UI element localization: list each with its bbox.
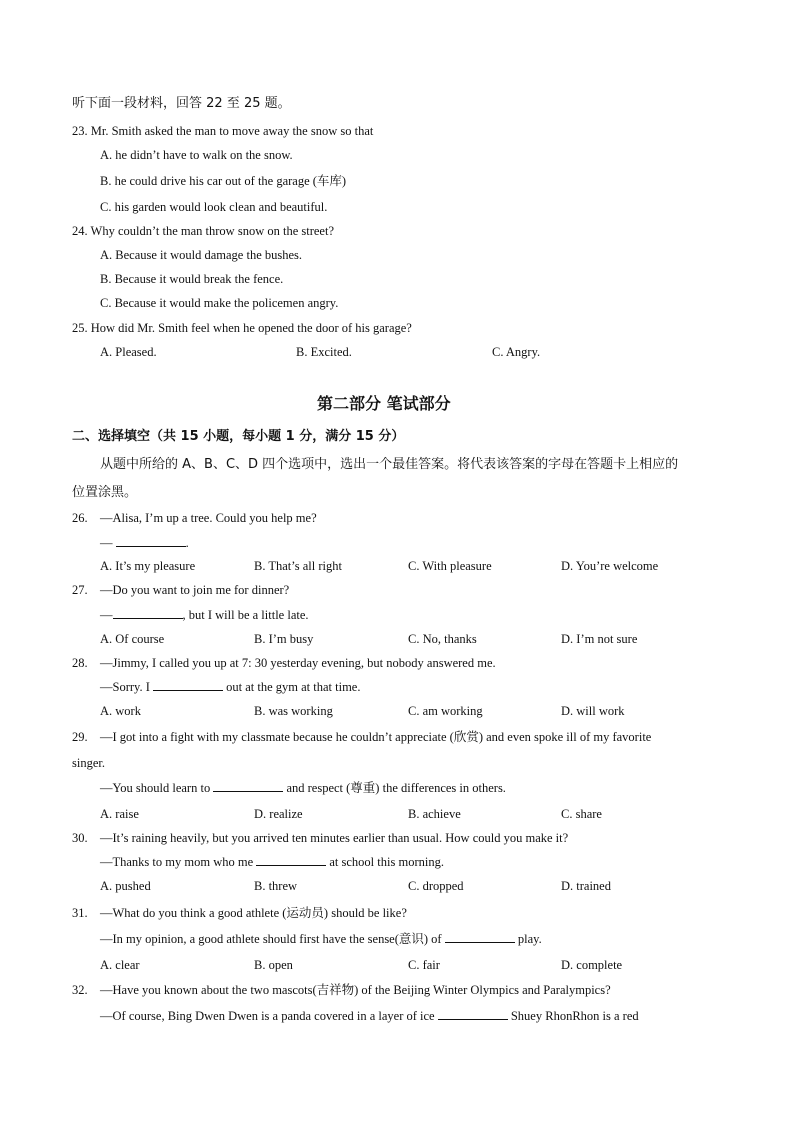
part-two-title: 第二部分 笔试部分 bbox=[317, 394, 451, 413]
line-text: out at the gym at that time. bbox=[223, 680, 361, 694]
question-30-option-b[interactable]: B. threw bbox=[254, 879, 298, 893]
answer-blank[interactable] bbox=[213, 780, 283, 792]
question-30-option-a[interactable]: A. pushed bbox=[100, 879, 151, 893]
question-30-line-1: —It’s raining heavily, but you arrived ten minutes earlier than usual. How could you make it? bbox=[100, 831, 569, 845]
listening-intro: 听下面一段材料，回答 22 至 25 题。 bbox=[72, 96, 291, 111]
question-26-option-a[interactable]: A. It’s my pleasure bbox=[100, 559, 196, 573]
question-24-option-a[interactable]: A. Because it would damage the bushes. bbox=[100, 248, 303, 262]
question-27-line-1: —Do you want to join me for dinner? bbox=[100, 583, 290, 597]
question-number: 31. bbox=[72, 906, 88, 920]
question-29-option-1[interactable]: A. raise bbox=[100, 807, 139, 821]
question-31-option-d[interactable]: D. complete bbox=[561, 958, 623, 972]
dash: — bbox=[100, 536, 113, 550]
line-text: play. bbox=[514, 932, 542, 946]
question-28-line-1: —Jimmy, I called you up at 7: 30 yesterday evening, but nobody answered me. bbox=[100, 656, 496, 670]
question-27-option-d[interactable]: D. I’m not sure bbox=[561, 632, 638, 646]
question-31-line-2 bbox=[100, 931, 542, 947]
instructions-line-2: 位置涂黑。 bbox=[72, 485, 138, 500]
line-text: —In my opinion, a good athlete should first have the sense(意识) of bbox=[100, 932, 445, 946]
question-32-line-2 bbox=[100, 1008, 639, 1024]
question-number: 27. bbox=[72, 583, 88, 597]
question-23-option-c[interactable]: C. his garden would look clean and beautiful. bbox=[100, 200, 328, 214]
question-29-line-1-cont: singer. bbox=[72, 756, 105, 770]
question-27-option-b[interactable]: B. I’m busy bbox=[254, 632, 314, 646]
question-29-line-1: —I got into a fight with my classmate because he couldn’t appreciate (欣赏) and even spoke ill of my favorite bbox=[100, 730, 652, 744]
question-27-option-a[interactable]: A. Of course bbox=[100, 632, 165, 646]
question-31-line-1: —What do you think a good athlete (运动员) should be like? bbox=[100, 906, 407, 920]
line-text: and respect (尊重) the differences in others. bbox=[283, 781, 506, 795]
answer-blank[interactable] bbox=[113, 607, 183, 619]
question-27-option-c[interactable]: C. No, thanks bbox=[408, 632, 477, 646]
instructions-line-1: 从题中所给的 A、B、C、D 四个选项中，选出一个最佳答案。将代表该答案的字母在答题卡上相应的 bbox=[100, 457, 679, 472]
dash: — bbox=[100, 608, 113, 622]
question-30-option-d[interactable]: D. trained bbox=[561, 879, 611, 893]
line-text: —You should learn to bbox=[100, 781, 214, 795]
question-29-option-2[interactable]: D. realize bbox=[254, 807, 303, 821]
question-26-option-b[interactable]: B. That’s all right bbox=[254, 559, 342, 573]
question-25-option-b[interactable]: B. Excited. bbox=[296, 345, 352, 359]
question-24-option-c[interactable]: C. Because it would make the policemen angry. bbox=[100, 296, 339, 310]
question-31-option-c[interactable]: C. fair bbox=[408, 958, 440, 972]
question-31-option-b[interactable]: B. open bbox=[254, 958, 293, 972]
question-28-option-a[interactable]: A. work bbox=[100, 704, 141, 718]
question-24-stem: 24. Why couldn’t the man throw snow on the street? bbox=[72, 224, 334, 238]
answer-blank[interactable] bbox=[438, 1008, 508, 1020]
question-29-option-4[interactable]: C. share bbox=[561, 807, 602, 821]
question-26-line-2 bbox=[100, 535, 189, 551]
question-26-option-d[interactable]: D. You’re welcome bbox=[561, 559, 659, 573]
question-24-option-b[interactable]: B. Because it would break the fence. bbox=[100, 272, 284, 286]
question-28-option-c[interactable]: C. am working bbox=[408, 704, 483, 718]
question-number: 30. bbox=[72, 831, 88, 845]
question-26-line-1: —Alisa, I’m up a tree. Could you help me? bbox=[100, 511, 317, 525]
question-28-line-2 bbox=[100, 679, 361, 695]
line-text: —Thanks to my mom who me bbox=[100, 855, 257, 869]
line-text: , but I will be a little late. bbox=[182, 608, 309, 622]
question-29-option-3[interactable]: B. achieve bbox=[408, 807, 461, 821]
period: . bbox=[185, 536, 189, 550]
line-text: —Of course, Bing Dwen Dwen is a panda covered in a layer of ice bbox=[100, 1009, 438, 1023]
question-32-line-1: —Have you known about the two mascots(吉祥物) of the Beijing Winter Olympics and Paralympics? bbox=[100, 983, 611, 997]
question-29-line-2 bbox=[100, 780, 506, 796]
question-30-line-2 bbox=[100, 854, 444, 870]
line-text: at school this morning. bbox=[326, 855, 444, 869]
question-28-option-b[interactable]: B. was working bbox=[254, 704, 333, 718]
answer-blank[interactable] bbox=[445, 931, 515, 943]
question-25-option-c[interactable]: C. Angry. bbox=[492, 345, 541, 359]
question-31-option-a[interactable]: A. clear bbox=[100, 958, 140, 972]
question-number: 29. bbox=[72, 730, 88, 744]
answer-blank[interactable] bbox=[153, 679, 223, 691]
answer-blank[interactable] bbox=[256, 854, 326, 866]
question-23-option-a[interactable]: A. he didn’t have to walk on the snow. bbox=[100, 148, 293, 162]
line-text: —Sorry. I bbox=[100, 680, 154, 694]
question-number: 26. bbox=[72, 511, 88, 525]
question-28-option-d[interactable]: D. will work bbox=[561, 704, 625, 718]
answer-blank[interactable] bbox=[116, 535, 186, 547]
question-26-option-c[interactable]: C. With pleasure bbox=[408, 559, 492, 573]
question-25-option-a[interactable]: A. Pleased. bbox=[100, 345, 157, 359]
question-number: 32. bbox=[72, 983, 88, 997]
question-27-line-2 bbox=[100, 607, 309, 623]
question-30-option-c[interactable]: C. dropped bbox=[408, 879, 464, 893]
question-25-stem: 25. How did Mr. Smith feel when he opened the door of his garage? bbox=[72, 321, 412, 335]
question-number: 28. bbox=[72, 656, 88, 670]
line-text: Shuey RhonRhon is a red bbox=[507, 1009, 639, 1023]
question-23-stem: 23. Mr. Smith asked the man to move away the snow so that bbox=[72, 124, 374, 138]
section-heading: 二、选择填空（共 15 小题，每小题 1 分，满分 15 分） bbox=[72, 429, 405, 444]
question-23-option-b[interactable]: B. he could drive his car out of the garage (车库) bbox=[100, 174, 347, 188]
